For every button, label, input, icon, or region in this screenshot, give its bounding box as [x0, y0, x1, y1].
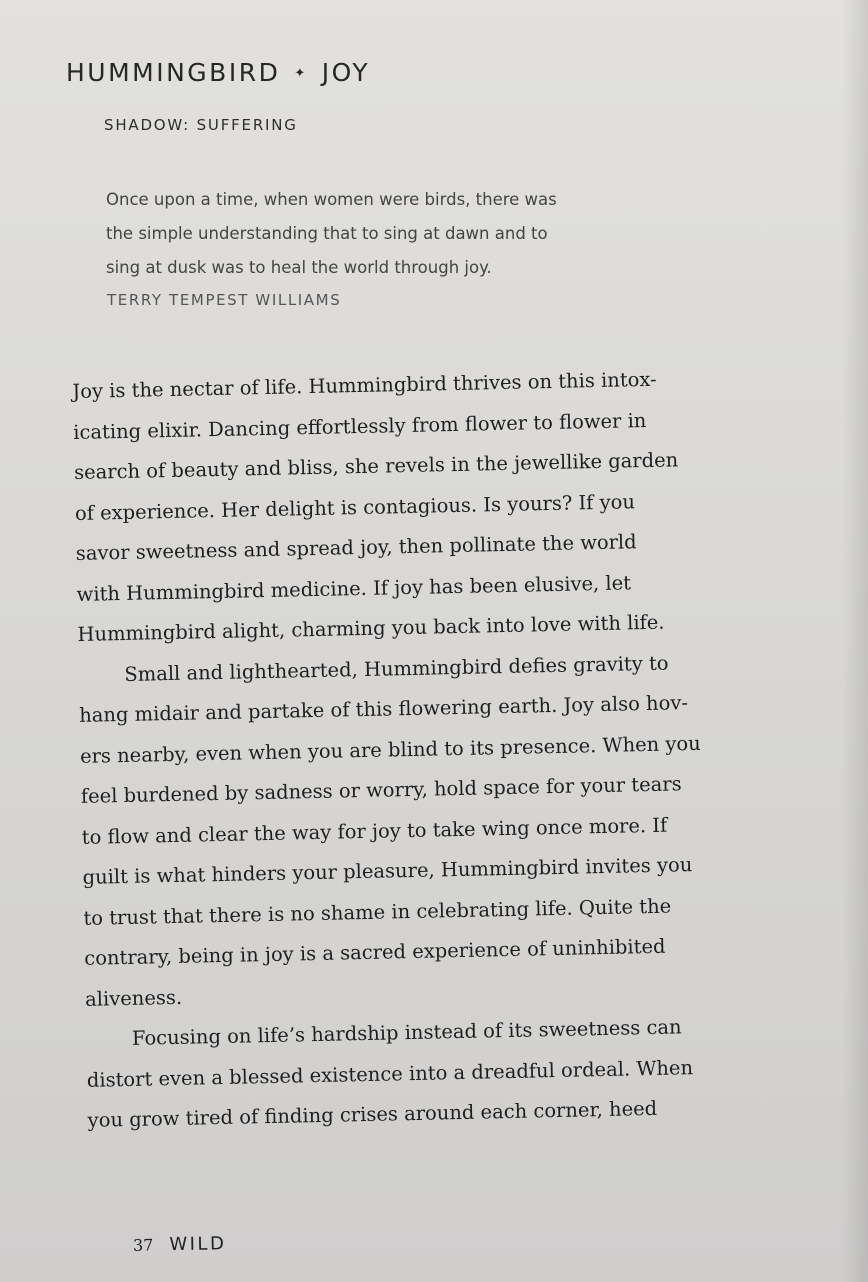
- body-text: [72, 357, 788, 1141]
- body-line: contrary, being in joy is a sacred experience of uninhibited: [84, 934, 666, 970]
- body-line: ers nearby, even when you are blind to its presence. When you: [79, 731, 701, 768]
- body-line: to flow and clear the way for joy to take wing once more. If: [81, 813, 668, 849]
- body-line: savor sweetness and spread joy, then pollinate the world: [75, 530, 637, 565]
- diamond-separator-icon: ✦: [294, 66, 308, 81]
- body-line: hang midair and partake of this flowering earth. Joy also hov-: [78, 691, 689, 727]
- shadow-subtitle: SHADOW: SUFFERING: [104, 116, 298, 134]
- epigraph-quote: [106, 183, 666, 285]
- body-line: guilt is what hinders your pleasure, Hummingbird invites you: [82, 853, 693, 889]
- body-line: to trust that there is no shame in celebrating life. Quite the: [83, 894, 672, 930]
- body-line: icating elixir. Dancing effortlessly from flower to flower in: [73, 408, 647, 444]
- body-line: Hummingbird alight, charming you back into love with life.: [77, 610, 665, 646]
- body-line: feel burdened by sadness or worry, hold space for your tears: [80, 772, 682, 808]
- page-title: [66, 58, 370, 87]
- body-line: you grow tired of finding crises around each corner, heed: [87, 1096, 658, 1132]
- epigraph-line: Once upon a time, when women were birds, there was: [106, 190, 557, 209]
- body-line: distort even a blessed existence into a dreadful ordeal. When: [86, 1055, 694, 1092]
- body-line: Joy is the nectar of life. Hummingbird thrives on this intox-: [72, 367, 657, 403]
- book-title: WILD: [169, 1233, 227, 1256]
- body-line: with Hummingbird medicine. If joy has been elusive, let: [76, 570, 632, 606]
- page-number: 37: [132, 1235, 154, 1255]
- body-line: Small and lighthearted, Hummingbird defies gravity to: [124, 651, 669, 686]
- title-left: HUMMINGBIRD: [66, 58, 281, 87]
- epigraph-line: sing at dusk was to heal the world through joy.: [106, 258, 492, 277]
- body-line: search of beauty and bliss, she revels in the jewellike garden: [73, 448, 679, 484]
- title-right: JOY: [321, 58, 371, 87]
- epigraph-line: the simple understanding that to sing at dawn and to: [106, 224, 548, 243]
- body-line: aliveness.: [84, 985, 183, 1011]
- page-edge-shadow: [842, 0, 868, 1282]
- body-line: of experience. Her delight is contagious. Is yours? If you: [74, 489, 636, 525]
- epigraph-author: TERRY TEMPEST WILLIAMS: [107, 291, 342, 309]
- body-line: Focusing on life’s hardship instead of its sweetness can: [131, 1015, 682, 1050]
- page-footer: [133, 1233, 227, 1256]
